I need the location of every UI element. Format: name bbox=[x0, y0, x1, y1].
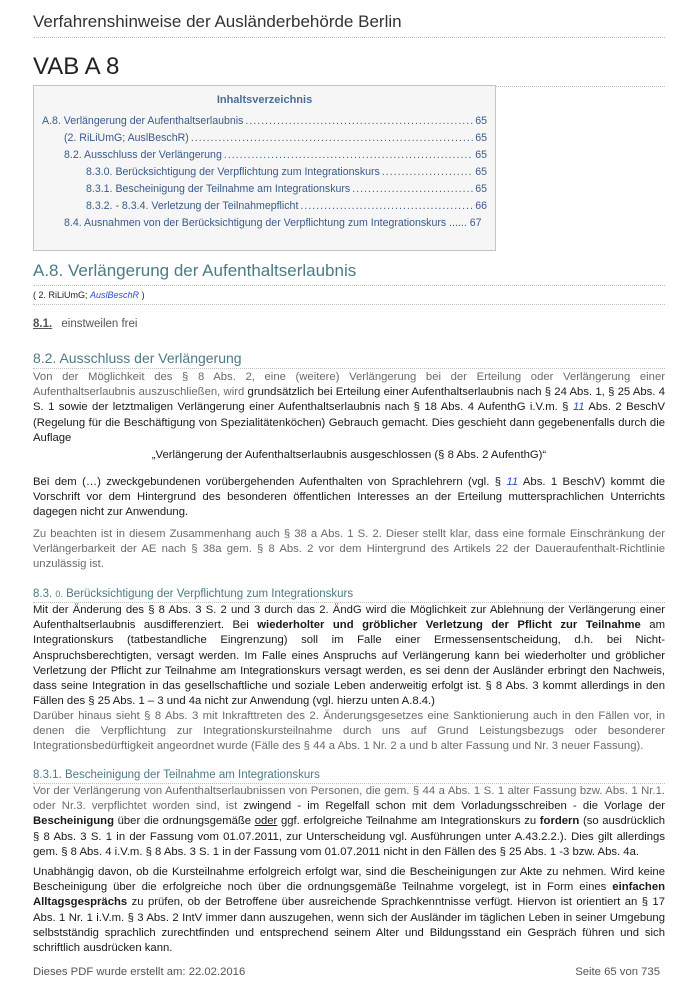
toc-entry-82[interactable] bbox=[42, 147, 487, 164]
toc-entry-831[interactable] bbox=[42, 181, 487, 198]
paragraph-831-2 bbox=[33, 865, 665, 956]
toc-entry-page: 65 bbox=[475, 115, 487, 127]
paragraph-text: zwingend - im Regelfall schon mit dem Vorladungsschreiben - die Vorlage der bbox=[243, 800, 665, 813]
toc-leader-dots bbox=[224, 147, 473, 164]
page-title: VAB A 8 bbox=[33, 53, 665, 87]
toc-entry-label: A.8. Verlängerung der Aufenthaltserlaubnis bbox=[42, 115, 244, 127]
paragraph-830-1 bbox=[33, 603, 665, 709]
emphasis-text: einfachen Alltagsgesprächs bbox=[33, 881, 666, 909]
paragraph-text: Abs. 1 BeschV) kommt die Vorschrift vor dem Hintergrund des besonderen öffentlichen Interesses an der Erteilung muttersprachlichen Unterrichts dagegen nicht zur Anwendung. bbox=[33, 476, 665, 519]
section-heading-82: 8.2. Ausschluss der Verlängerung bbox=[33, 350, 665, 369]
quoted-condition: „Verlängerung der Aufenthaltserlaubnis ausgeschlossen (§ 8 Abs. 2 AufenthG)“ bbox=[151, 449, 547, 461]
toc-entry-label: (2. RiLiUmG; AuslBeschR) bbox=[64, 132, 189, 144]
toc-entry-label: 8.3.2. - 8.3.4. Verletzung der Teilnahmepflicht bbox=[86, 200, 299, 212]
paragraph-text: Unabhängig davon, ob die Kursteilnahme erfolgreich erfolgt war, sind die Bescheinigungen zur Akte zu nehmen. Wird keine Bescheinigung über die erfolgreiche noch über die ordnungsgemäße Teilnahme vorgelegt, ist in Form eines bbox=[33, 866, 665, 894]
footer-created-date: Dieses PDF wurde erstellt am: 22.02.2016 bbox=[33, 966, 246, 978]
emphasis-text: wiederholter und gröblicher Verletzung der Pflicht zur Teilnahme bbox=[257, 619, 641, 632]
toc-entry-832[interactable] bbox=[42, 198, 487, 215]
paragraph-text: Vor der Verlängerung von Aufenthaltserlaubnissen von Personen, die gem. § 44 a Abs. 1 S. 1 alter Fassung bzw. Abs. 1 Nr.1. oder Nr.3. verpflichtet worden sind, ist bbox=[33, 785, 665, 813]
paragraph-82-2 bbox=[33, 475, 665, 521]
source-prefix: ( 2. RiLiUmG; bbox=[33, 290, 88, 300]
toc-entry-page: 65 bbox=[475, 183, 487, 195]
paragraph-830-2: Darüber hinaus sieht § 8 Abs. 3 mit Inkrafttreten des 2. Änderungsgesetzes eine Sanktionierung auch in den Fällen vor, in denen die Verpflichtung zur Integrationskursteilnahme durch uns auf Grund Leistungsbezugs oder besonderer Integrationsbedürftigkeit angeordnet wurde (Fälle des § 44 a Abs. 1 Nr. 2 a und b alter Fassung und Nr. 3 neuer Fassung). bbox=[33, 710, 665, 753]
beschv-link[interactable]: 11 bbox=[506, 476, 519, 488]
paragraph-text: zu prüfen, ob der Betroffene über ausreichende Sprachkenntnisse verfügt. Hiervon ist orientiert an § 17 Abs. 1 Nr. 1 i.V.m. § 3 Abs. 2 IntV immer dann auszugehen, wenn sich der Ausländer im täglichen Leben in seiner Umgebung selbstständig sprachlich zurechtfinden und entsprechend seinem Alter und Bildungsstand ein Gespräch führen und sich schriftlich ausdrücken kann. bbox=[33, 896, 666, 955]
site-title: Verfahrenshinweise der Ausländerbehörde Berlin bbox=[33, 12, 665, 38]
paragraph-text: Bei dem (…) zweckgebundenen vorübergehenden Aufenthalten von Sprachlehrern (vgl. § bbox=[33, 476, 501, 488]
paragraph-82-1 bbox=[33, 370, 665, 446]
toc-entry-page: 67 bbox=[469, 217, 482, 229]
source-suffix: ) bbox=[141, 290, 145, 300]
toc-entry-a8[interactable] bbox=[42, 113, 487, 130]
paragraph-text: grundsätzlich bei Erteilung einer Aufenthaltserlaubnis nach § 24 Abs. 1, § 25 Abs. 4 S. 1 sowie der letztmaligen Verlängerung einer Aufenthaltserlaubnis nach § 18 Abs. 4 AufenthG i.V.m. § bbox=[33, 386, 665, 414]
paragraph-text: ggf. erfolgreiche Teilnahme am Integrationskurs zu bbox=[280, 815, 537, 828]
toc-leader-dots bbox=[245, 113, 473, 130]
toc-leader-dots bbox=[382, 164, 473, 181]
toc-entry-label: 8.2. Ausschluss der Verlängerung bbox=[64, 149, 222, 161]
paragraph-text: (so ausdrücklich § 8 Abs. 3 S. 1 in der Fassung vom 01.07.2011, zur Unterscheidung vgl. Ausführungen unter A.43.2.2.). Dies gilt allerdings gem. § 8 Abs. 4 i.V.m. § 8 Abs. 3 S. 1 in der Fassung vom 01.07.2011 nicht in den Fällen des § 25 Abs. 1 -3 bzw. Abs. 4a. bbox=[33, 815, 666, 858]
toc-leader-dots: ...... bbox=[449, 217, 467, 229]
auslbeschr-link[interactable]: AuslBeschR bbox=[90, 290, 140, 300]
section-text: einstweilen frei bbox=[61, 318, 138, 330]
section-number: 8.1. bbox=[33, 318, 53, 330]
heading-text: Berücksichtigung der Verpflichtung zum Integrationskurs bbox=[66, 588, 354, 600]
toc-entry-page: 66 bbox=[475, 200, 487, 212]
toc-entry-84[interactable] bbox=[42, 215, 487, 232]
toc-entry-label: 8.4. Ausnahmen von der Berücksichtigung der Verpflichtung zum Integrationskurs bbox=[64, 217, 447, 229]
heading-number: 8.3. bbox=[33, 588, 53, 600]
toc-leader-dots bbox=[352, 181, 473, 198]
emphasis-text: fordern bbox=[539, 815, 580, 828]
toc-entry-label: 8.3.1. Bescheinigung der Teilnahme am Integrationskurs bbox=[86, 183, 351, 195]
footer-page-number: Seite 65 von 735 bbox=[575, 966, 660, 978]
toc-entry-page: 65 bbox=[475, 166, 487, 178]
toc-leader-dots bbox=[300, 198, 473, 215]
toc-heading: Inhaltsverzeichnis bbox=[216, 94, 313, 106]
underlined-text: oder bbox=[254, 815, 278, 828]
toc-entry-label: 8.3.0. Berücksichtigung der Verpflichtung zum Integrationskurs bbox=[86, 166, 380, 178]
section-heading-a8: A.8. Verlängerung der Aufenthaltserlaubnis bbox=[33, 261, 665, 286]
paragraph-82-3: Zu beachten ist in diesem Zusammenhang auch § 38 a Abs. 1 S. 2. Dieser stellt klar, dass eine formale Einschränkung der Verlängerbarkeit der AE nach § 38a gem. § 8 Abs. 2 vor dem Hintergrund des Artikels 22 der Daueraufenthalt-Richtlinie unzulässig ist. bbox=[33, 528, 665, 571]
toc-entry-830[interactable] bbox=[42, 164, 487, 181]
toc-leader-dots bbox=[191, 130, 473, 147]
paragraph-text: am Integrationskurs (tatbestandliche Eingrenzung) soll im Falle einer Ermessensentscheidung, d.h. bei Nicht-Anspruchsberechtigten, versagt werden. Im Falle eines Anspruchs auf Verlängerung kann bei wiederholter und gröblicher Verletzung der Pflicht zur Teilnahme am Integrationskurs versagt werden, es sei denn der Ausländer erbringt den Nachweis, dass seine Integration in das gesellschaftliche und soziale Leben anderweitig erfolgt ist. § 8 Abs. 3 kommt allerdings in den Fällen des § 25 Abs. 1 – 3 und 4a nicht zur Anwendung (vgl. hierzu unten A.8.4.) bbox=[33, 619, 665, 708]
table-of-contents bbox=[33, 85, 496, 251]
paragraph-text: über die ordnungsgemäße bbox=[117, 815, 252, 828]
section-heading-831: 8.3.1. Bescheinigung der Teilnahme am Integrationskurs bbox=[33, 769, 665, 784]
toc-entry-page: 65 bbox=[475, 149, 487, 161]
paragraph-text: Von der Möglichkeit des § 8 Abs. 2, eine (weitere) Verlängerung bei der Erteilung oder Verlängerung einer Aufenthaltserlaubnis auszuschließen, wird bbox=[33, 371, 665, 399]
emphasis-text: Bescheinigung bbox=[33, 815, 114, 828]
paragraph-text: Mit der Änderung des § 8 Abs. 3 S. 2 und 3 durch das 2. ÄndG wird die Möglichkeit zur Ablehnung der Verlängerung einer Aufenthaltserlaubnis ausdifferenziert. Bei bbox=[33, 604, 665, 632]
section-heading-830 bbox=[33, 588, 665, 603]
toc-entry-source[interactable] bbox=[42, 130, 487, 147]
source-reference bbox=[33, 290, 665, 305]
beschv-link[interactable]: 11 bbox=[572, 401, 585, 414]
toc-entry-page: 65 bbox=[475, 132, 487, 144]
section-81 bbox=[33, 318, 665, 330]
heading-subnumber: 0. bbox=[55, 589, 63, 599]
paragraph-831-1 bbox=[33, 784, 665, 860]
paragraph-text: Abs. 2 BeschV (Regelung für die Beschäftigung von Spezialitätenköchen) Gebrauch gemacht. Dies geschieht dann gegebenenfalls durch die Auflage bbox=[33, 401, 666, 444]
